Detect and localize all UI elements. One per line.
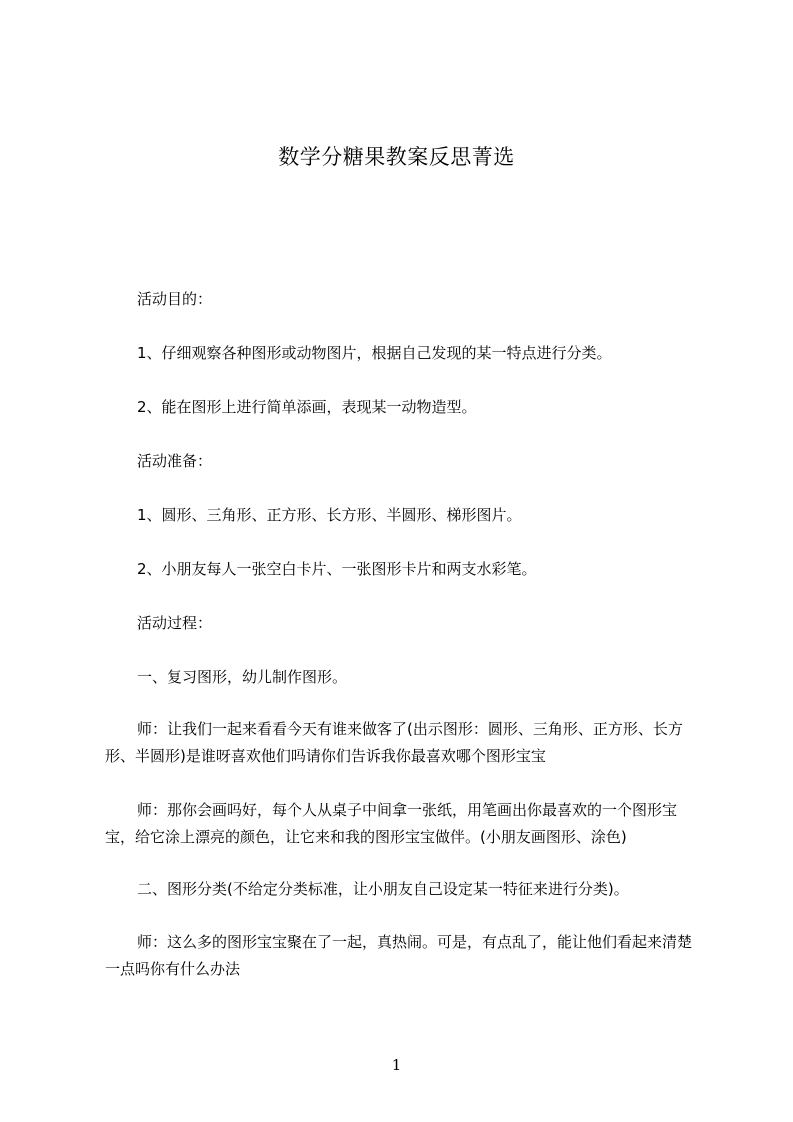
paragraph-process-heading: 活动过程： — [137, 614, 213, 632]
paragraph-teacher-3: 师：这么多的图形宝宝聚在了一起，真热闹。可是，有点乱了，能让他们看起来清楚一点吗你有什么办法 — [105, 933, 693, 978]
document-title: 数学分糖果教案反思菁选 — [278, 145, 515, 169]
paragraph-teacher-2: 师：那你会画吗好，每个人从桌子中间拿一张纸，用笔画出你最喜欢的一个图形宝宝，给它涂上漂亮的颜色，让它来和我的图形宝宝做伴。(小朋友画图形、涂色) — [105, 801, 678, 846]
paragraph-goal-1: 1、仔细观察各种图形或动物图片，根据自己发现的某一特点进行分类。 — [137, 344, 612, 362]
paragraph-activity-goal-heading: 活动目的： — [137, 290, 213, 308]
paragraph-teacher-1: 师：让我们一起来看看今天有谁来做客了(出示图形：圆形、三角形、正方形、长方形、半圆形)是谁呀喜欢他们吗请你们告诉我你最喜欢哪个图形宝宝 — [105, 720, 683, 765]
paragraph-preparation-heading: 活动准备： — [137, 452, 213, 470]
paragraph-step-2: 二、图形分类(不给定分类标准，让小朋友自己设定某一特征来进行分类)。 — [137, 880, 629, 898]
paragraph-preparation-2: 2、小朋友每人一张空白卡片、一张图形卡片和两支水彩笔。 — [137, 560, 537, 578]
paragraph-preparation-1: 1、圆形、三角形、正方形、长方形、半圆形、梯形图片。 — [137, 506, 522, 524]
page-number: 1 — [391, 1056, 402, 1074]
paragraph-step-1: 一、复习图形，幼儿制作图形。 — [137, 668, 348, 686]
paragraph-goal-2: 2、能在图形上进行简单添画，表现某一动物造型。 — [137, 398, 477, 416]
